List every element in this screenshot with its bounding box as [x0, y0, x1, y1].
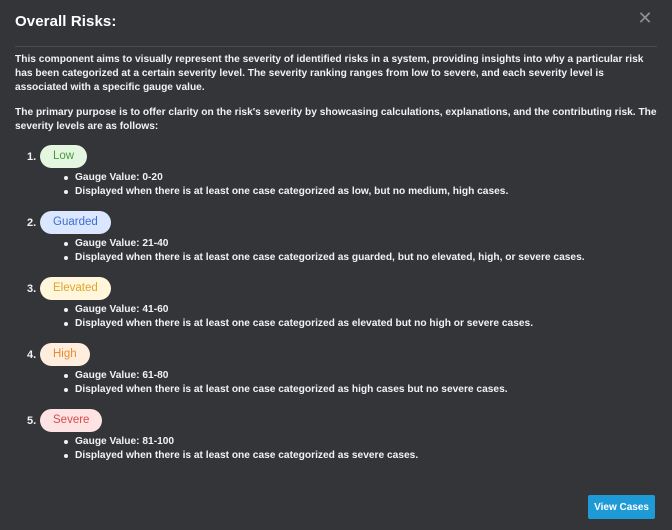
gauge-value: Gauge Value: 81-100: [63, 435, 657, 449]
modal-header: [15, 0, 657, 47]
gauge-value: Gauge Value: 61-80: [63, 369, 657, 383]
level-number: 4.: [27, 348, 37, 361]
view-cases-button[interactable]: View Cases: [588, 495, 655, 519]
severity-level-high: [15, 343, 657, 397]
severity-badge-guarded: Guarded: [40, 211, 111, 234]
severity-level-guarded: [15, 211, 657, 265]
level-number: 1.: [27, 150, 37, 163]
level-description: Displayed when there is at least one case categorized as guarded, but no elevated, high, or severe cases.: [63, 251, 657, 265]
close-icon[interactable]: ✕: [637, 8, 653, 28]
severity-badge-severe: Severe: [40, 409, 102, 432]
modal-title: Overall Risks:: [15, 13, 117, 30]
level-number: 5.: [27, 414, 37, 427]
intro-paragraph: This component aims to visually represent the severity of identified risks in a system, providing insights into why a particular risk has been categorized at a certain severity level. The severity ranking ranges from low to severe, and each severity level is associated with a specific gauge value.: [15, 54, 644, 93]
severity-level-low: [15, 145, 657, 199]
gauge-value: Gauge Value: 21-40: [63, 237, 657, 251]
level-number: 2.: [27, 216, 37, 229]
modal-body: [15, 53, 657, 463]
level-description: Displayed when there is at least one case categorized as low, but no medium, high cases.: [63, 185, 657, 199]
severity-badge-elevated: Elevated: [40, 277, 111, 300]
level-description: Displayed when there is at least one case categorized as elevated but no high or severe cases.: [63, 317, 657, 331]
purpose-paragraph: The primary purpose is to offer clarity on the risk's severity by showcasing calculations, explanations, and the contributing risk. The severity levels are as follows:: [15, 107, 657, 132]
level-number: 3.: [27, 282, 37, 295]
severity-badge-high: High: [40, 343, 90, 366]
severity-levels-list: [15, 145, 657, 463]
severity-level-severe: [15, 409, 657, 463]
level-description: Displayed when there is at least one case categorized as severe cases.: [63, 449, 657, 463]
level-description: Displayed when there is at least one case categorized as high cases but no severe cases.: [63, 383, 657, 397]
severity-badge-low: Low: [40, 145, 87, 168]
severity-level-elevated: [15, 277, 657, 331]
gauge-value: Gauge Value: 41-60: [63, 303, 657, 317]
gauge-value: Gauge Value: 0-20: [63, 171, 657, 185]
